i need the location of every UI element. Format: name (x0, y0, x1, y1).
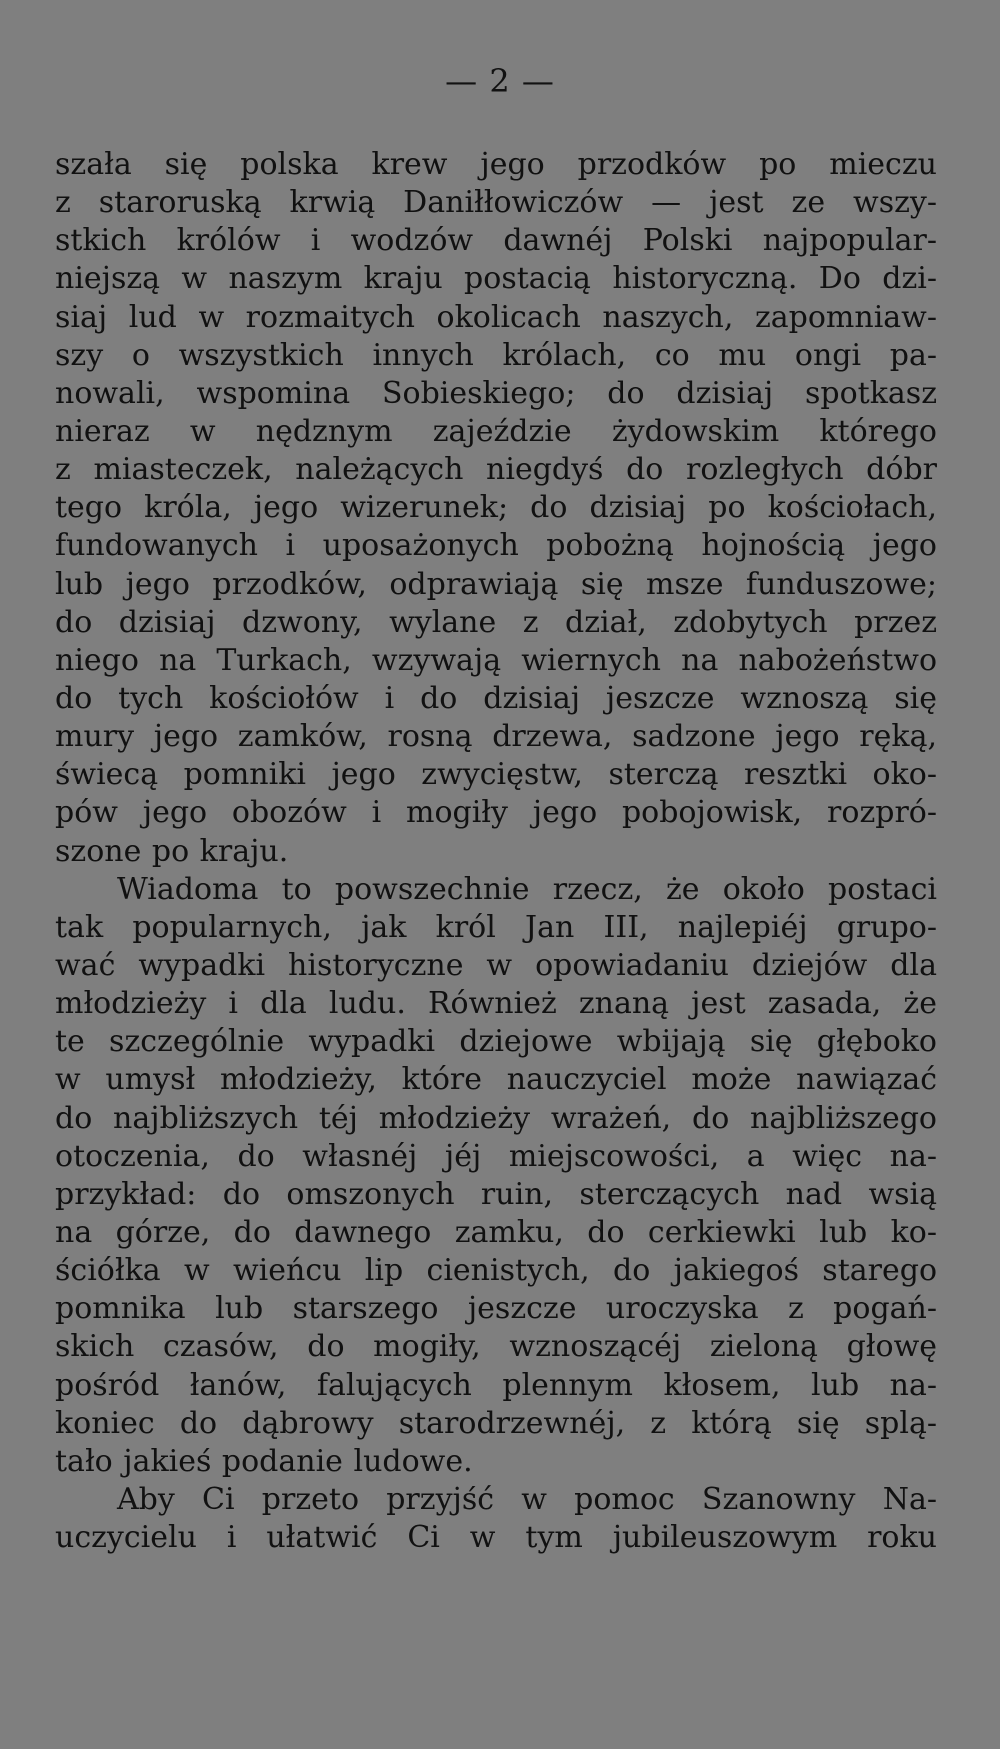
text-line: mury jego zamków, rosną drzewa, sadzone jego ręką, (55, 719, 937, 755)
text-line: z staroruską krwią Daniłłowiczów — jest ze wszy- (55, 185, 937, 221)
text-line: wać wypadki historyczne w opowiadaniu dziejów dla (55, 947, 937, 983)
text-line: niego na Turkach, wzywają wiernych na nabożeństwo (55, 642, 937, 678)
text-line: szy o wszystkich innych królach, co mu ongi pa- (55, 337, 937, 373)
paragraph (55, 1481, 937, 1557)
paragraph (55, 871, 937, 1481)
text-line: ściółka w wieńcu lip cienistych, do jakiegoś starego (55, 1253, 937, 1289)
text-line: otoczenia, do własnéj jéj miejscowości, a więc na- (55, 1138, 937, 1174)
text-line: w umysł młodzieży, które nauczyciel może nawiązać (55, 1062, 937, 1098)
text-line: pomnika lub starszego jeszcze uroczyska z pogań- (55, 1291, 937, 1327)
text-line: na górze, do dawnego zamku, do cerkiewki lub ko- (55, 1214, 937, 1250)
text-line: szała się polska krew jego przodków po mieczu (55, 147, 937, 182)
text-line: młodzieży i dla ludu. Również znaną jest zasada, że (55, 986, 937, 1022)
text-line: koniec do dąbrowy starodrzewnéj, z którą się splą- (55, 1405, 937, 1441)
text-line: tało jakieś podanie ludowe. (55, 1443, 473, 1479)
text-line: Wiadoma to powszechnie rzecz, że około postaci (117, 871, 937, 907)
text-line: pów jego obozów i mogiły jego pobojowisk, rozpró- (55, 795, 937, 831)
text-line: lub jego przodków, odprawiają się msze funduszowe; (55, 566, 937, 602)
page-number: — 2 — (445, 62, 555, 100)
text-line: nowali, wspomina Sobieskiego; do dzisiaj spotkasz (55, 375, 937, 411)
body-text (55, 146, 937, 1557)
text-line: te szczególnie wypadki dziejowe wbijają się głęboko (55, 1024, 937, 1060)
text-line: świecą pomniki jego zwycięstw, sterczą resztki oko- (55, 757, 937, 793)
text-line: pośród łanów, falujących plennym kłosem, lub na- (55, 1367, 937, 1403)
text-line: uczycielu i ułatwić Ci w tym jubileuszowym roku (55, 1520, 937, 1556)
text-line: tego króla, jego wizerunek; do dzisiaj po kościołach, (55, 490, 937, 526)
text-line: fundowanych i uposażonych pobożną hojnością jego (55, 528, 937, 564)
text-line: niejszą w naszym kraju postacią historyczną. Do dzi- (55, 261, 937, 297)
text-line: skich czasów, do mogiły, wznoszącéj zieloną głowę (55, 1329, 937, 1365)
text-line: do tych kościołów i do dzisiaj jeszcze wznoszą się (55, 680, 937, 716)
text-line: szone po kraju. (55, 833, 289, 869)
text-line: stkich królów i wodzów dawnéj Polski najpopular- (55, 223, 937, 259)
text-line: do najbliższych téj młodzieży wrażeń, do najbliższego (55, 1100, 937, 1136)
text-line: siaj lud w rozmaitych okolicach naszych, zapomniaw- (55, 299, 937, 335)
text-line: tak popularnych, jak król Jan III, najlepiéj grupo- (55, 909, 937, 945)
text-line: z miasteczek, należących niegdyś do rozległych dóbr (55, 452, 937, 488)
text-line: przykład: do omszonych ruin, sterczących nad wsią (55, 1176, 937, 1212)
paragraph (55, 146, 937, 871)
text-line: Aby Ci przeto przyjść w pomoc Szanowny Na- (117, 1481, 937, 1517)
text-line: nieraz w nędznym zajeździe żydowskim którego (55, 413, 937, 449)
text-line: do dzisiaj dzwony, wylane z dział, zdobytych przez (55, 604, 937, 640)
